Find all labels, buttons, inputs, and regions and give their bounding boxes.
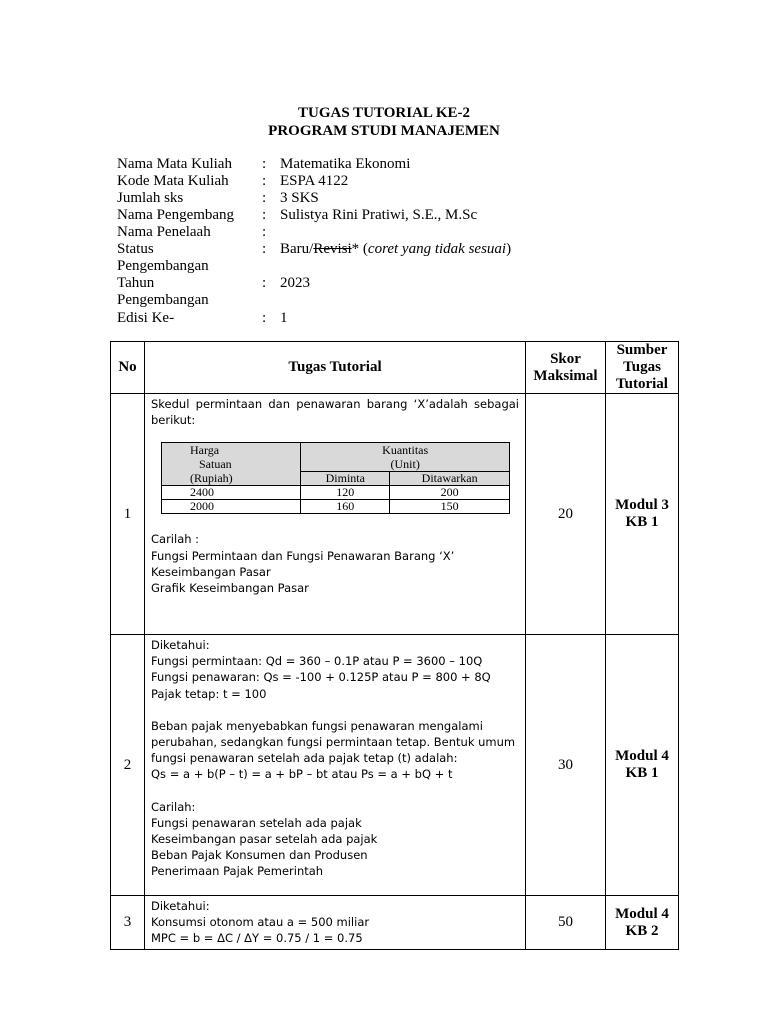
schedule-table [161, 442, 510, 514]
title-line-2: PROGRAM STUDI MANAJEMEN [268, 123, 500, 139]
sumber-line-1: Modul 3 [615, 497, 669, 513]
row-number: 2 [111, 635, 145, 896]
task-line: Pajak tetap: t = 100 [151, 686, 267, 701]
task-line: Fungsi penawaran: Qs = -100 + 0.125P atau P = 800 + 8Q [151, 670, 491, 685]
skor-value: 20 [526, 394, 606, 635]
task-line: Konsumsi otonom atau a = 500 miliar [151, 915, 370, 930]
label: Nama Mata Kuliah [117, 156, 232, 172]
header-skor-2: Maksimal [533, 367, 598, 384]
label: Pengembangan [117, 292, 209, 308]
cell-diminta: 160 [301, 500, 390, 514]
table-row [111, 635, 679, 896]
label: Jumlah sks [117, 190, 184, 206]
colon: : [262, 241, 267, 257]
status-note: coret yang tidak sesuai [367, 241, 507, 257]
task-line: Fungsi permintaan: Qd = 360 – 0.1P atau P = 3600 – 10Q [151, 654, 483, 669]
question-item: Fungsi Permintaan dan Fungsi Penawaran Barang ‘X’ [151, 548, 455, 563]
sumber-value [606, 896, 679, 950]
cell-harga: 2400 [162, 486, 301, 500]
colon: : [262, 173, 267, 189]
header-sumber-2: Tugas [623, 359, 661, 375]
colon: : [262, 207, 267, 223]
value: ESPA 4122 [280, 173, 349, 189]
task-line: Diketahui: [151, 638, 210, 652]
label: Nama Penelaah [117, 224, 211, 240]
kuantitas-line-2: (Unit) [390, 457, 420, 472]
skor-value: 50 [526, 896, 606, 950]
status-close: ) [506, 241, 512, 257]
task-cell [145, 896, 526, 950]
table-row [111, 394, 679, 635]
harga-line-2: Satuan [199, 457, 232, 472]
question-item: Keseimbangan pasar setelah ada pajak [151, 832, 378, 847]
question-item: Beban Pajak Konsumen dan Produsen [151, 848, 368, 863]
schedule-row [162, 500, 510, 514]
header-harga [162, 443, 301, 486]
status-revisi: Revisi [313, 241, 352, 257]
value: 3 SKS [280, 190, 319, 206]
task-line: Diketahui: [151, 899, 210, 913]
header-no: No [111, 342, 145, 394]
label: Kode Mata Kuliah [117, 173, 229, 189]
task-paragraph: Beban pajak menyebabkan fungsi penawaran mengalami perubahan, sedangkan fungsi permintaan tetap. Bentuk umum fungsi penawaran setelah ada pajak tetap (t) adalah: [151, 718, 516, 766]
question-item: Keseimbangan Pasar [151, 564, 271, 579]
header-skor [526, 342, 606, 394]
table-row [111, 896, 679, 950]
row-number: 3 [111, 896, 145, 950]
harga-line-1: Harga [190, 443, 220, 458]
header-tugas: Tugas Tutorial [145, 342, 526, 394]
label: Pengembangan [117, 258, 209, 274]
value: Matematika Ekonomi [280, 156, 411, 172]
task-cell [145, 394, 526, 635]
cell-harga: 2000 [162, 500, 301, 514]
header-sumber [606, 342, 679, 394]
colon: : [262, 310, 267, 326]
sumber-line-2: KB 2 [625, 922, 659, 939]
skor-value: 30 [526, 635, 606, 896]
cell-ditawarkan: 150 [390, 500, 510, 514]
value: 1 [280, 310, 288, 326]
sumber-value [606, 394, 679, 635]
sumber-line-1: Modul 4 [615, 748, 669, 764]
colon: : [262, 224, 267, 240]
colon: : [262, 190, 267, 206]
header-ditawarkan: Ditawarkan [390, 472, 510, 486]
label: Nama Pengembang [117, 207, 235, 223]
question-item: Grafik Keseimbangan Pasar [151, 581, 309, 596]
colon: : [262, 156, 267, 172]
label: Tahun [117, 275, 155, 291]
status-star: * ( [351, 241, 368, 257]
schedule-row [162, 486, 510, 500]
task-cell [145, 635, 526, 896]
sumber-line-2: KB 1 [625, 765, 659, 781]
cell-diminta: 120 [301, 486, 390, 500]
carilah-label: Carilah : [151, 532, 200, 547]
task-line: MPC = b = ΔC / ΔY = 0.75 / 1 = 0.75 [151, 931, 363, 946]
label: Edisi Ke- [117, 310, 175, 326]
value: Sulistya Rini Pratiwi, S.E., M.Sc [280, 207, 478, 223]
table-header-row [111, 342, 679, 394]
sumber-value [606, 635, 679, 896]
value: 2023 [280, 275, 310, 291]
kuantitas-line-1: Kuantitas [382, 443, 429, 458]
header-skor-1: Skor [550, 350, 581, 367]
title-line-1: TUGAS TUTORIAL KE-2 [298, 105, 470, 121]
row-number: 1 [111, 394, 145, 635]
header-diminta: Diminta [301, 472, 390, 486]
header-sumber-1: Sumber [616, 342, 668, 358]
colon: : [262, 275, 267, 291]
label: Status [117, 241, 154, 257]
task-formula: Qs = a + b(P – t) = a + bP – bt atau Ps = a + bQ + t [151, 767, 453, 782]
sumber-line-2: KB 1 [625, 514, 659, 530]
schedule-header-row [162, 443, 510, 472]
question-item: Fungsi penawaran setelah ada pajak [151, 815, 362, 830]
harga-line-3: (Rupiah) [190, 471, 233, 486]
sumber-line-1: Modul 4 [615, 905, 669, 922]
header-sumber-3: Tutorial [616, 376, 668, 392]
carilah-label: Carilah: [151, 799, 196, 814]
header-kuantitas [301, 443, 510, 472]
value [280, 241, 511, 258]
tutorial-table [110, 341, 679, 950]
task-intro: Skedul permintaan dan penawaran barang ‘X’adalah sebagai berikut: [151, 397, 519, 428]
question-item: Penerimaan Pajak Pemerintah [151, 864, 324, 879]
cell-ditawarkan: 200 [390, 486, 510, 500]
status-baru: Baru/ [280, 241, 314, 257]
